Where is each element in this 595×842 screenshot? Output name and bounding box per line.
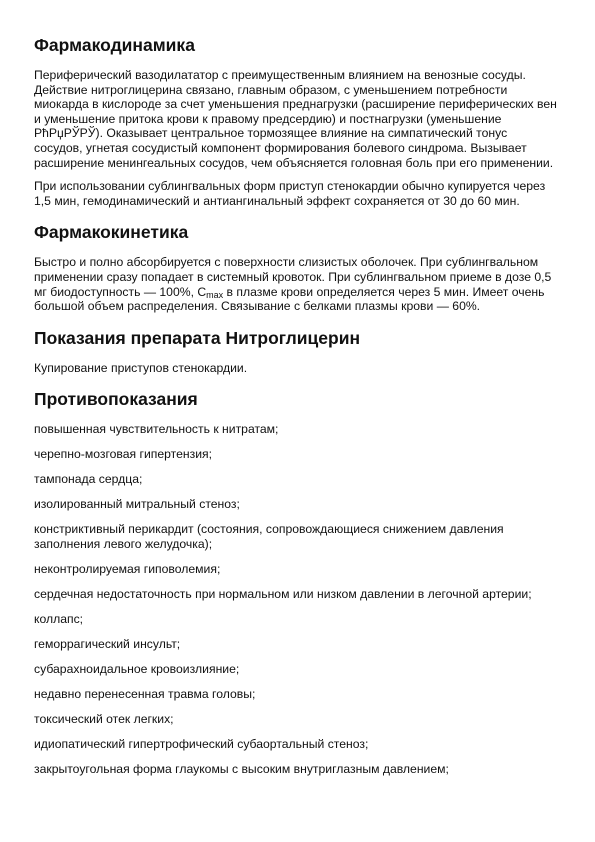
pharmacodynamics-paragraph-2: При использовании сублингвальных форм приступ стенокардии обычно купируется через 1,5 мин, гемодинамический и антиангинальный эффект сохраняется от 30 до 60 мин.	[34, 179, 546, 208]
contraindication-item: изолированный митральный стеноз;	[34, 497, 240, 512]
indications-paragraph: Купирование приступов стенокардии.	[34, 360, 248, 375]
contraindication-item: коллапс;	[34, 611, 84, 626]
pharmacodynamics-heading: Фармакодинамика	[34, 35, 195, 55]
contraindication-item: токсический отек легких;	[34, 711, 174, 726]
contraindication-item: неконтролируемая гиповолемия;	[34, 561, 221, 576]
contraindication-item: субарахноидальное кровоизлияние;	[34, 661, 240, 676]
contraindications-list	[34, 422, 559, 776]
pharmacokinetics-text-part-2: в плазме крови определяется через 5 мин. Имеет очень большой объем распределения. Связывание с белками плазмы крови — 60%.	[34, 284, 545, 314]
pharmacodynamics-paragraph-1: Периферический вазодилататор с преимущественным влиянием на венозные сосуды. Действие нитроглицерина связано, главным образом, с уменьшением потребности миокарда в кислороде за счет уменьшения преднагрузки (расширение периферических вен и уменьшение притока крови к правому предсердию) и постнагрузки (уменьшение РћРџРЎРЎ). Оказывает центральное тормозящее влияние на симпатический тонус сосудов, угнетая сосудистый компонент формирования болевого синдрома. Вызывает расширение менингеальных сосудов, чем объясняется головная боль при его применении.	[34, 68, 557, 170]
contraindications-heading: Противопоказания	[34, 389, 198, 410]
contraindication-item: недавно перенесенная травма головы;	[34, 686, 256, 701]
contraindication-item: идиопатический гипертрофический субаортальный стеноз;	[34, 736, 369, 751]
pharmacokinetics-heading: Фармакокинетика	[34, 222, 189, 243]
pharmacokinetics-paragraph	[34, 255, 559, 313]
contraindication-item: тампонада сердца;	[34, 472, 143, 487]
contraindication-item: черепно-мозговая гипертензия;	[34, 447, 212, 462]
pharmacokinetics-text-part-1: Быстро и полно абсорбируется с поверхности слизистых оболочек. При сублингвальном применении сразу попадает в системный кровоток. При сублингвальном приеме в дозе 0,5 мг биодоступность — 100%, C	[34, 255, 552, 299]
contraindication-item: повышенная чувствительность к нитратам;	[34, 422, 279, 437]
contraindication-item: констриктивный перикардит (состояния, сопровождающиеся снижением давления заполнения левого желудочка);	[34, 522, 504, 551]
contraindication-item: геморрагический инсульт;	[34, 636, 181, 651]
cmax-subscript: max	[206, 289, 224, 300]
contraindication-item: сердечная недостаточность при нормальном или низком давлении в легочной артерии;	[34, 586, 532, 601]
contraindication-item: закрытоугольная форма глаукомы с высоким внутриглазным давлением;	[34, 761, 449, 776]
indications-heading: Показания препарата Нитроглицерин	[34, 327, 361, 348]
